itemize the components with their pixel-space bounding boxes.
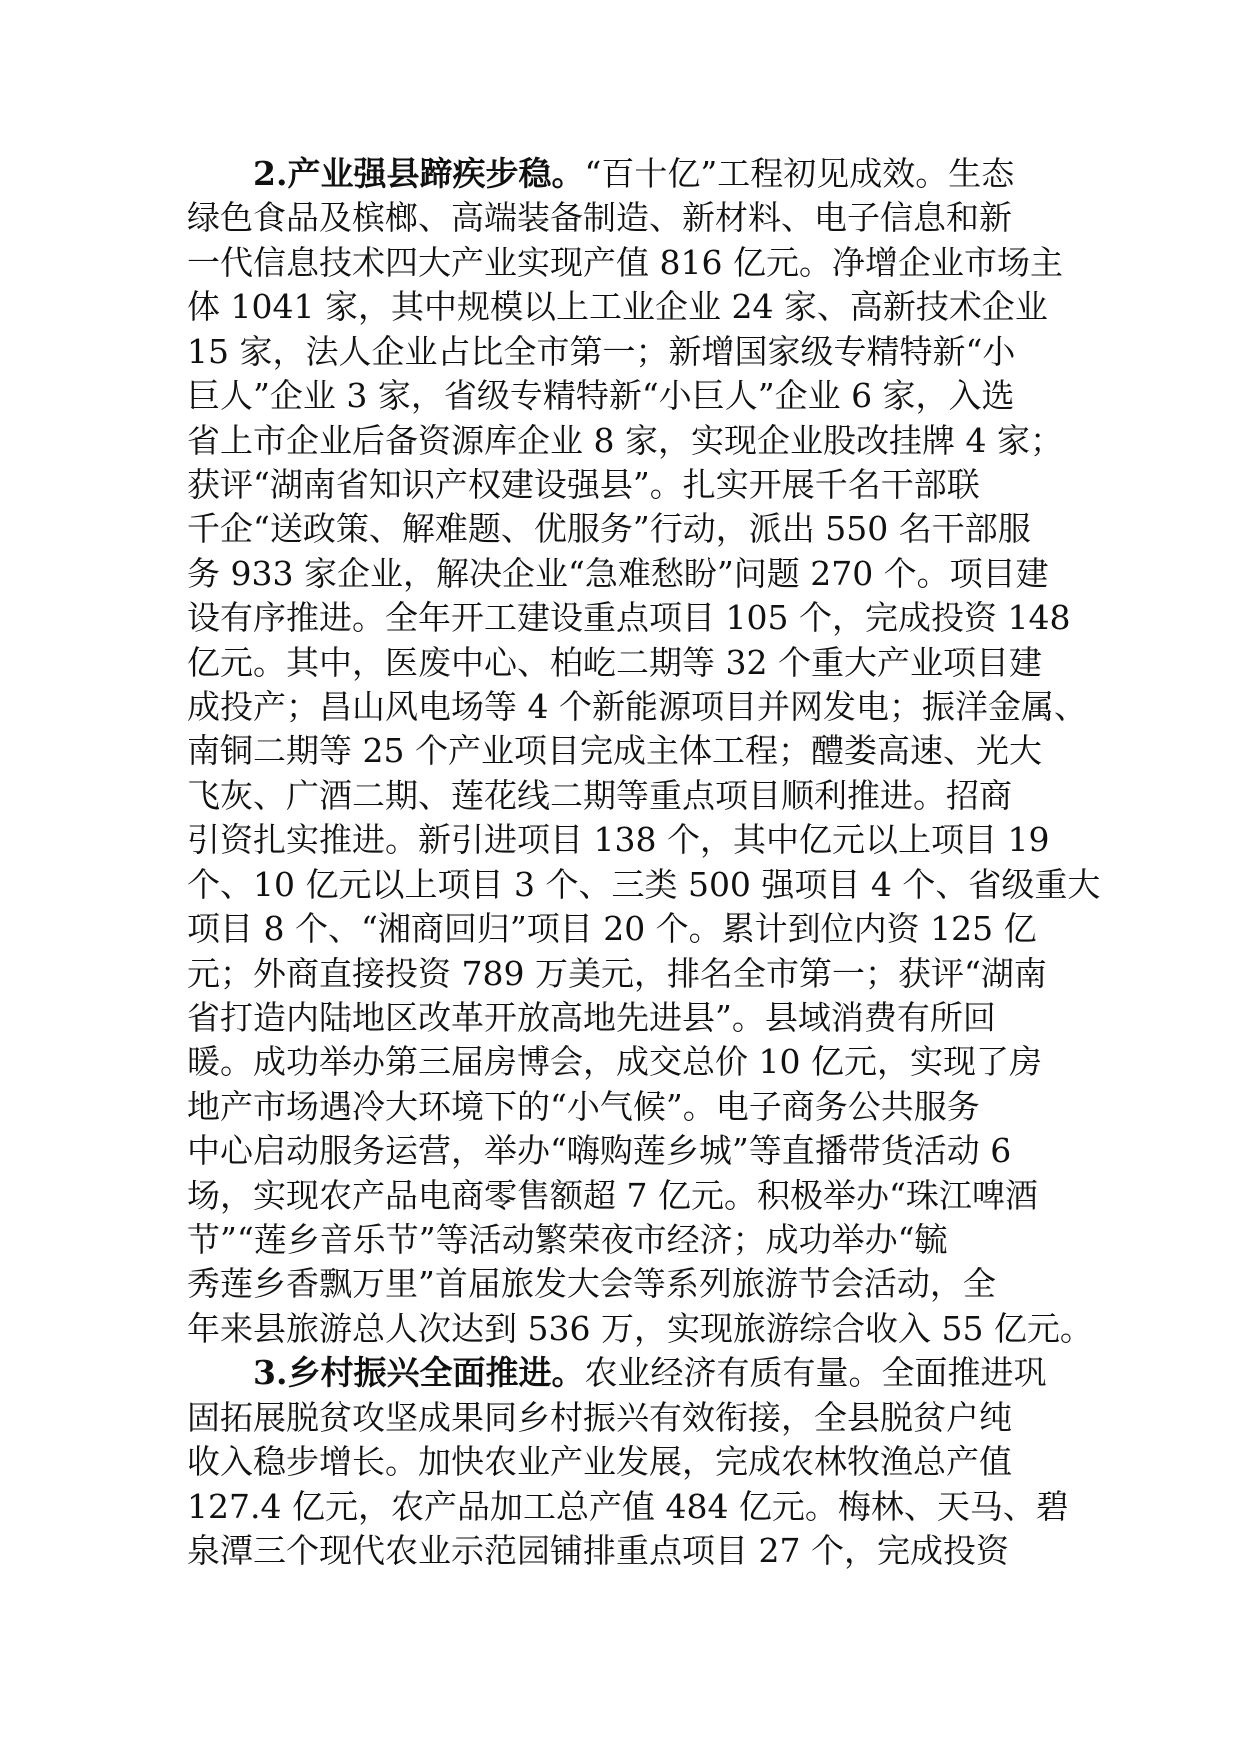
text-line: 收入稳步增长。加快农业产业发展，完成农林牧渔总产值 bbox=[187, 1442, 1012, 1481]
text-line: 巨人”企业 3 家，省级专精特新“小巨人”企业 6 家，入选 bbox=[187, 376, 1015, 415]
text-line: 省打造内陆地区改革开放高地先进县”。县域消费有所回 bbox=[187, 998, 996, 1037]
text-line: 一代信息技术四大产业实现产值 816 亿元。净增企业市场主 bbox=[187, 243, 1063, 282]
paragraph-3-first-line bbox=[253, 1351, 1046, 1395]
text-line: 亿元。其中，医废中心、柏屹二期等 32 个重大产业项目建 bbox=[187, 643, 1042, 682]
text-line: 南铜二期等 25 个产业项目完成主体工程；醴娄高速、光大 bbox=[187, 731, 1042, 770]
text-line: 项目 8 个、“湘商回归”项目 20 个。累计到位内资 125 亿 bbox=[187, 909, 1037, 948]
text-line: 成投产；昌山风电场等 4 个新能源项目并网发电；振洋金属、 bbox=[187, 687, 1087, 726]
text-line: 体 1041 家，其中规模以上工业企业 24 家、高新技术企业 bbox=[187, 287, 1048, 326]
paragraph-2-text: “百十亿”工程初见成效。生态 bbox=[584, 154, 1015, 193]
text-line: 千企“送政策、解难题、优服务”行动，派出 550 名干部服 bbox=[187, 509, 1031, 548]
text-line: 节”“莲乡音乐节”等活动繁荣夜市经济；成功举办“毓 bbox=[187, 1220, 948, 1259]
text-line: 127.4 亿元，农产品加工总产值 484 亿元。梅林、天马、碧 bbox=[187, 1487, 1069, 1526]
text-line: 绿色食品及槟榔、高端装备制造、新材料、电子信息和新 bbox=[187, 198, 1012, 237]
section-2-heading: 2.产业强县蹄疾步稳。 bbox=[253, 154, 585, 193]
text-line: 固拓展脱贫攻坚成果同乡村振兴有效衔接，全县脱贫户纯 bbox=[187, 1398, 1012, 1437]
paragraph-2-first-line bbox=[253, 152, 1014, 196]
text-line: 秀莲乡香飘万里”首届旅发大会等系列旅游节会活动，全 bbox=[187, 1264, 996, 1303]
paragraph-3-text: 农业经济有质有量。全面推进巩 bbox=[584, 1353, 1047, 1392]
section-3-heading: 3.乡村振兴全面推进。 bbox=[253, 1353, 585, 1392]
text-line: 个、10 亿元以上项目 3 个、三类 500 强项目 4 个、省级重大 bbox=[187, 865, 1101, 904]
text-line: 飞灰、广酒二期、莲花线二期等重点项目顺利推进。招商 bbox=[187, 776, 1012, 815]
text-line: 引资扎实推进。新引进项目 138 个，其中亿元以上项目 19 bbox=[187, 820, 1050, 859]
text-line: 中心启动服务运营，举办“嗨购莲乡城”等直播带货活动 6 bbox=[187, 1131, 1012, 1170]
text-line: 务 933 家企业，解决企业“急难愁盼”问题 270 个。项目建 bbox=[187, 554, 1049, 593]
text-line: 省上市企业后备资源库企业 8 家，实现企业股改挂牌 4 家； bbox=[187, 421, 1063, 460]
text-line: 场，实现农产品电商零售额超 7 亿元。积极举办“珠江啤酒 bbox=[187, 1176, 1038, 1215]
text-line: 泉潭三个现代农业示范园铺排重点项目 27 个，完成投资 bbox=[187, 1531, 1009, 1570]
text-line: 设有序推进。全年开工建设重点项目 105 个，完成投资 148 bbox=[187, 598, 1071, 637]
text-line: 暖。成功举办第三届房博会，成交总价 10 亿元，实现了房 bbox=[187, 1042, 1042, 1081]
text-line: 地产市场遇冷大环境下的“小气候”。电子商务公共服务 bbox=[187, 1087, 980, 1126]
text-line: 15 家，法人企业占比全市第一；新增国家级专精特新“小 bbox=[187, 332, 1016, 371]
text-line: 元；外商直接投资 789 万美元，排名全市第一；获评“湖南 bbox=[187, 954, 1047, 993]
text-line: 获评“湖南省知识产权建设强县”。扎实开展千名干部联 bbox=[187, 465, 980, 504]
text-line: 年来县旅游总人次达到 536 万，实现旅游综合收入 55 亿元。 bbox=[187, 1309, 1093, 1348]
